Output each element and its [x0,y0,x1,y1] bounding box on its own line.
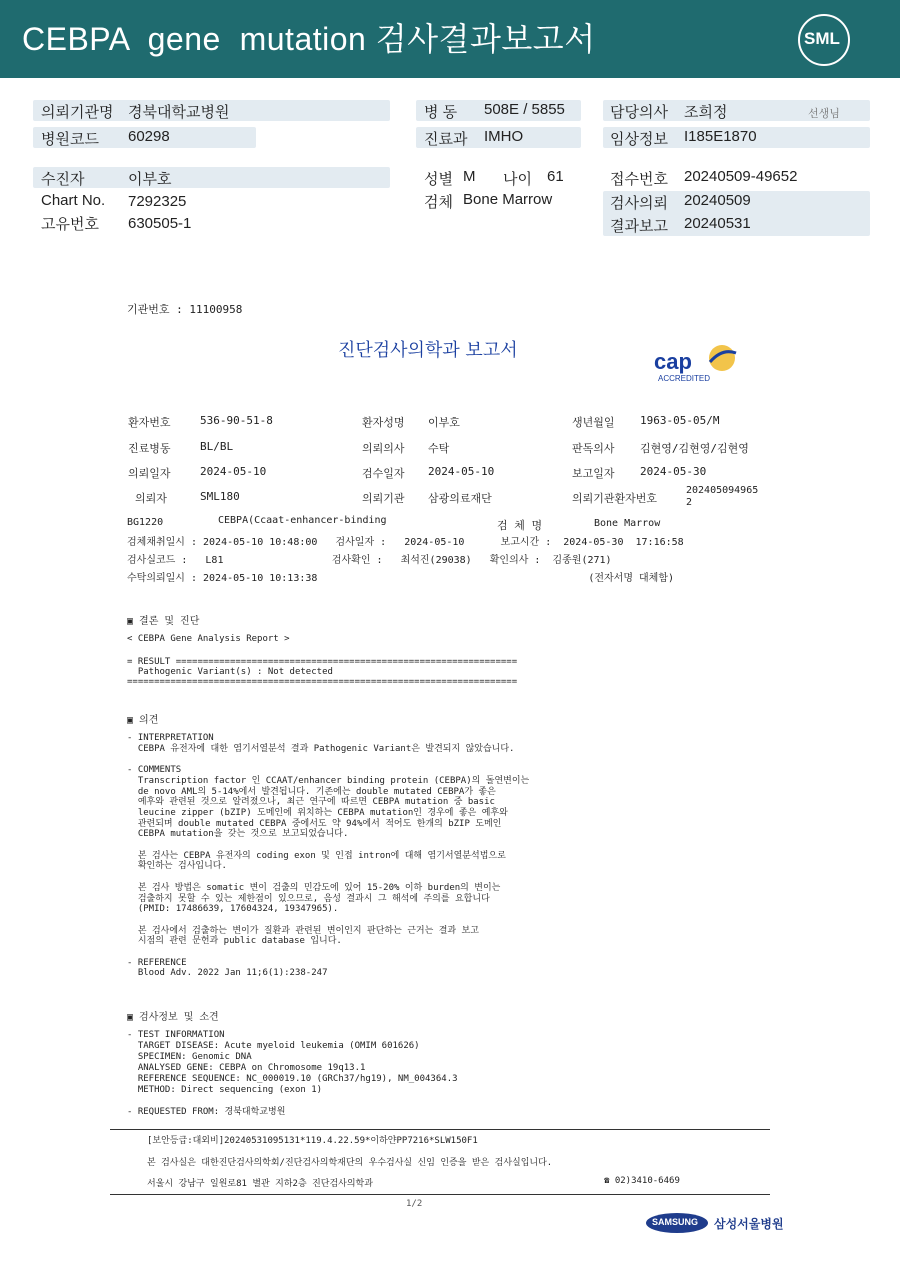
cap-accredited-logo [652,344,744,384]
request-date-label: 검사의뢰 [610,195,668,212]
receipt-value: 20240509-49652 [684,168,798,185]
meta-block [127,534,684,588]
test-line: ANALYSED GENE: CEBPA on Chromosome 19q13.1 [127,1063,366,1073]
grid-r0-c0: 환자번호 [128,416,171,429]
chart-value: 7292325 [128,193,187,210]
sex-label: 성별 [424,171,453,188]
header-bar [0,0,900,78]
grid-r0-c5: 1963-05-05/M [640,414,720,427]
sml-logo [798,14,850,66]
grid-r2-c0: 의뢰일자 [128,467,171,480]
grid-r1-c4: 판독의사 [572,442,615,455]
test-line: METHOD: Direct sequencing (exon 1) [127,1085,323,1095]
dept-label: 진료과 [424,131,468,148]
grid-r1-c3: 수탁 [428,442,450,455]
opinion-line [127,915,529,926]
institution-number: 기관번호 : 11100958 [127,303,243,316]
clinical-value: I185E1870 [684,128,757,145]
grid-r3-c5: 202405094965 2 [686,485,759,508]
opinion-line [127,947,529,958]
opinion-line: 본 검사에서 검출하는 변이가 질환과 관련된 변이인지 판단하는 근거는 결과 보고 [127,925,479,936]
samsung-text: SAMSUNG [652,1217,699,1227]
test-name: CEBPA(Ccaat-enhancer-binding [218,515,387,526]
opinion-line: 검출하지 못할 수 있는 제한점이 있으므로, 음성 결과시 그 해석에 주의를 요합니다 [127,893,490,904]
opinion-line: - INTERPRETATION [127,733,214,743]
report-date-label: 결과보고 [610,218,668,235]
grid-r0-c1: 536-90-51-8 [200,414,273,427]
request-date-value: 20240509 [684,192,751,209]
phone-line: ☎ 02)3410-6469 [604,1176,680,1186]
institution-value: 경북대학교병원 [128,104,230,121]
result-line: = RESULT =============================================================== [127,657,518,667]
section-test-heading: ▣ 검사정보 및 소견 [127,1012,219,1023]
section-opinion-heading: ▣ 의견 [127,715,159,726]
test-info-block [127,1030,458,1118]
grid-r1-c2: 의뢰의사 [362,442,405,455]
patient-value: 이부호 [128,171,172,188]
opinion-line: 예후와 관련된 것으로 알려졌으나, 최근 연구에 따르면 CEBPA mutation 중 basic [127,797,495,808]
opinion-line: 본 검사 방법은 somatic 변이 검출의 민감도에 있어 15-20% 이하 burden의 변이는 [127,882,501,893]
grid-r0-c3: 이부호 [428,416,460,429]
certification-line: 본 검사실은 대한진단검사의학회/진단검사의학재단의 우수검사실 신임 인증을 받은 검사실입니다. [147,1158,553,1168]
report-title: 진단검사의학과 보고서 [338,340,518,361]
opinion-line: leucine zipper (bZIP) 도메인에 위치하는 CEBPA mutation인 경우에 좋은 예후와 [127,807,508,818]
receipt-label: 접수번호 [610,171,668,188]
grid-r3-c1: SML180 [200,490,240,503]
test-line [127,1096,458,1107]
cap-text: cap [654,349,692,374]
cap-sub-text: ACCREDITED [658,374,711,383]
opinion-line [127,840,529,851]
hospital-code-value: 60298 [128,128,170,145]
ward-value: 508E / 5855 [484,101,565,118]
chart-label: Chart No. [41,192,106,209]
age-value: 61 [547,168,564,185]
sex-value: M [463,168,476,185]
doctor-suffix: 선생님 [808,108,840,120]
specimen-value: Bone Marrow [463,191,553,208]
grid-r2-c2: 검수일자 [362,467,405,480]
page-title: CEBPA gene mutation 검사결과보고서 [22,21,596,57]
page-number: 1/2 [406,1199,423,1209]
hospital-name: 삼성서울병원 [714,1217,784,1231]
footer-divider-bottom [110,1194,770,1195]
grid-r1-c0: 진료병동 [128,442,171,455]
opinion-line: CEBPA mutation을 갖는 것으로 보고되었습니다. [127,829,349,840]
result-line: Pathogenic Variant(s) : Not detected [127,667,333,677]
grid-r0-c4: 생년월일 [572,416,615,429]
logo-text: SML [804,29,840,48]
opinion-line: (PMID: 17486639, 17604324, 19347965). [127,904,339,915]
dept-value: IMHO [484,128,524,145]
grid-r2-c5: 2024-05-30 [640,465,707,478]
patient-label: 수진자 [41,171,85,188]
opinion-block [127,733,529,979]
specimen-label: 검체 [424,194,453,211]
ward-label: 병 동 [424,104,458,121]
grid-r3-c4: 의뢰기관환자번호 [572,492,658,505]
test-line: SPECIMEN: Genomic DNA [127,1052,252,1062]
opinion-line: 본 검사는 CEBPA 유전자의 coding exon 및 인접 intron에 대해 염기서열분석법으로 [127,850,506,861]
grid-r3-c3: 삼광의료재단 [428,492,492,505]
result-line: ======================================================================== [127,677,518,687]
unique-value: 630505-1 [128,215,192,232]
test-code: BG1220 [127,517,164,528]
patient-box [33,167,390,188]
address-line: 서울시 강남구 일원로81 별관 지하2층 진단검사의학과 [147,1179,373,1189]
grid-r1-c1: BL/BL [200,440,234,453]
opinion-line: 확인하는 검사입니다. [127,861,227,872]
grid-r2-c1: 2024-05-10 [200,465,267,478]
test-line: REFERENCE SEQUENCE: NC_000019.10 (GRCh37/hg19), NM_004364.3 [127,1074,458,1084]
clinical-label: 임상정보 [610,131,668,148]
grid-r0-c2: 환자성명 [362,416,405,429]
doctor-label: 담당의사 [610,104,668,121]
specimen-name-value: Bone Marrow [594,518,661,529]
meta-line: 검체채취일시 : 2024-05-10 10:48:00 검사일자 : 2024-05-10 보고시간 : 2024-05-30 17:16:58 [127,537,684,548]
opinion-line: Blood Adv. 2022 Jan 11;6(1):238-247 [127,968,328,979]
test-line: - TEST INFORMATION [127,1030,225,1040]
age-label: 나이 [503,171,532,188]
opinion-line: - REFERENCE [127,957,187,968]
report-date-value: 20240531 [684,215,751,232]
opinion-line [127,754,529,765]
footer-divider-top [110,1129,770,1130]
test-line: - REQUESTED FROM: 경북대학교병원 [127,1107,286,1117]
opinion-line: - COMMENTS [127,765,182,776]
grid-r3-c2: 의뢰기관 [362,492,405,505]
grid-r2-c4: 보고일자 [572,467,615,480]
grid-r3-c0: 의뢰자 [135,492,167,505]
grid-r2-c3: 2024-05-10 [428,465,495,478]
section-result-heading: ▣ 결론 및 진단 [127,616,200,627]
meta-line: 검사실코드 : L81 검사확인 : 최석진(29038) 확인의사 : 김종원(271) [127,555,612,566]
analysis-title: < CEBPA Gene Analysis Report > [127,634,290,644]
unique-label: 고유번호 [41,216,99,233]
institution-label: 의뢰기관명 [41,104,114,121]
result-block [127,657,517,687]
opinion-line: 관련되며 double mutated CEBPA 중에서도 약 94%에서 적어도 한개의 bZIP 도메인 [127,818,502,829]
opinion-line [127,872,529,883]
specimen-name-label: 검 체 명 [497,519,543,532]
meta-line: 수탁의뢰일시 : 2024-05-10 10:13:38 (전자서명 대체함) [127,573,675,584]
test-line: TARGET DISEASE: Acute myeloid leukemia (OMIM 601626) [127,1041,420,1051]
security-line: [보안등급:대외비]20240531095131*119.4.22.59*이하얀PP7216*SLW150F1 [147,1136,478,1146]
opinion-line: 시점의 관련 문헌과 public database 입니다. [127,936,342,947]
opinion-line: Transcription factor 인 CCAAT/enhancer binding protein (CEBPA)의 돌연변이는 [127,775,530,786]
opinion-line: de novo AML의 5-14%에서 발견됩니다. 기존에는 double mutated CEBPA가 좋은 [127,786,496,797]
hospital-code-label: 병원코드 [41,131,99,148]
grid-r1-c5: 김현영/김현영/김현영 [640,442,749,455]
doctor-value: 조희정 [684,104,728,121]
opinion-line: CEBPA 유전자에 대한 염기서열분석 결과 Pathogenic Variant은 발견되지 않았습니다. [127,743,515,754]
